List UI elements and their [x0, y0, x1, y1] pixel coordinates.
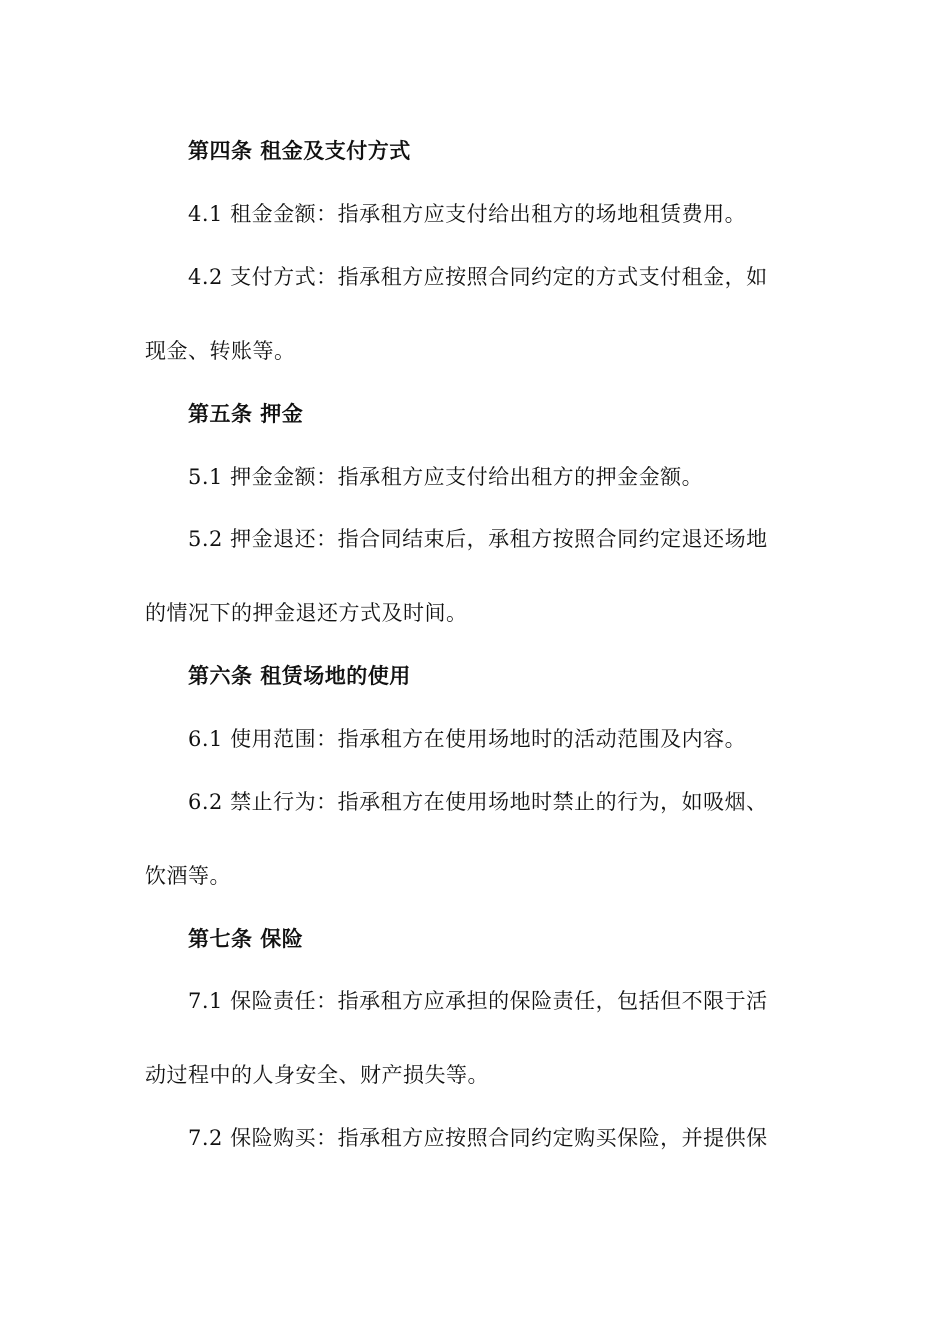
clause-line: 4.1 租金金额：指承租方应支付给出租方的场地租赁费用。: [188, 202, 747, 226]
clause-line: 7.1 保险责任：指承租方应承担的保险责任，包括但不限于活: [188, 989, 768, 1013]
clause-line-continuation: 饮酒等。: [145, 864, 231, 888]
clause-line: 4.2 支付方式：指承租方应按照合同约定的方式支付租金，如: [188, 265, 768, 289]
clause-line: 6.1 使用范围：指承租方在使用场地时的活动范围及内容。: [188, 727, 747, 751]
section-heading: 第四条 租金及支付方式: [188, 139, 411, 163]
section-heading: 第七条 保险: [188, 927, 304, 951]
clause-line: 6.2 禁止行为：指承租方在使用场地时禁止的行为，如吸烟、: [188, 790, 768, 814]
clause-line-continuation: 动过程中的人身安全、财产损失等。: [145, 1063, 489, 1087]
section-heading: 第五条 押金: [188, 402, 304, 426]
clause-line: 7.2 保险购买：指承租方应按照合同约定购买保险，并提供保: [188, 1126, 768, 1150]
clause-line: 5.2 押金退还：指合同结束后，承租方按照合同约定退还场地: [188, 527, 768, 551]
clause-line: 5.1 押金金额：指承租方应支付给出租方的押金金额。: [188, 465, 704, 489]
section-heading: 第六条 租赁场地的使用: [188, 664, 411, 688]
clause-line-continuation: 现金、转账等。: [145, 339, 296, 363]
clause-line-continuation: 的情况下的押金退还方式及时间。: [145, 601, 468, 625]
